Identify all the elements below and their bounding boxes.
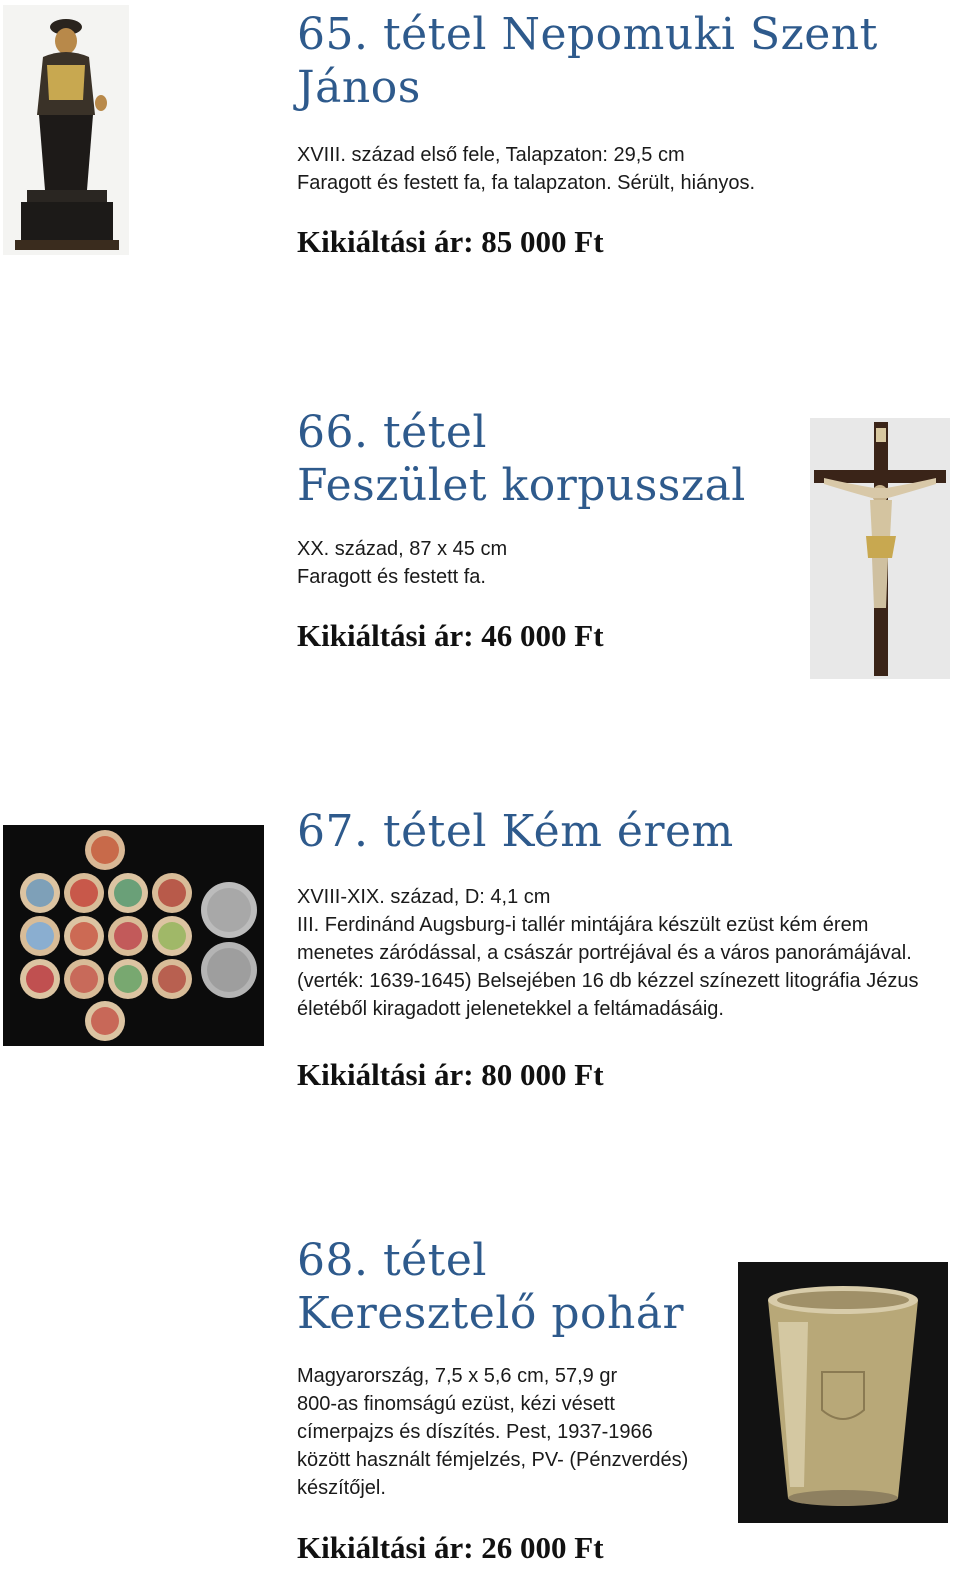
lot-68 [297,1234,688,1566]
description-line: Magyarország, 7,5 x 5,6 cm, 57,9 gr [297,1365,618,1387]
lot-title-line: 67. tétel Kém érem [297,806,734,857]
description-line: XVIII-XIX. század, D: 4,1 cm [297,886,551,908]
description-line: Faragott és festett fa, fa talapzaton. Sérült, hiányos. [297,172,756,194]
description-line: 800-as finomságú ezüst, kézi vésett [297,1393,615,1415]
lot-title [297,1234,688,1340]
starting-price: Kikiáltási ár: 85 000 Ft [297,224,604,259]
description-line: menetes záródással, a császár portréjával és a város panorámájával. [297,942,912,964]
description-line: készítőjel. [297,1477,386,1499]
description-line: címerpajzs és díszítés. Pest, 1937-1966 [297,1421,653,1443]
lot-title-line: 65. tétel Nepomuki Szent [297,9,878,60]
description-line: XVIII. század első fele, Talapzaton: 29,5 cm [297,144,685,166]
crucifix-photo [810,418,950,679]
lot-title-line: 68. tétel [297,1235,487,1286]
lot-title [297,805,918,858]
starting-price: Kikiáltási ár: 46 000 Ft [297,618,604,653]
description-line: III. Ferdinánd Augsburg-i tallér mintájára készült ezüst kém érem [297,914,869,936]
lot-description [297,883,918,1023]
starting-price: Kikiáltási ár: 80 000 Ft [297,1057,604,1092]
starting-price: Kikiáltási ár: 26 000 Ft [297,1530,604,1565]
lot-title-line: Keresztelő pohár [297,1288,685,1339]
lot-title [297,406,746,512]
lot-description [297,141,878,197]
lot-title [297,8,878,114]
statue-photo [3,5,129,255]
spy-medal-photo [3,825,264,1046]
lot-title-line: Feszület korpusszal [297,460,746,511]
lot-67 [297,805,918,1093]
lot-description [297,535,746,591]
description-line: XX. század, 87 x 45 cm [297,538,508,560]
description-line: (verték: 1639-1645) Belsejében 16 db kézzel színezett litográfia Jézus [297,970,919,992]
lot-title-line: 66. tétel [297,407,487,458]
description-line: Faragott és festett fa. [297,566,486,588]
lot-65 [297,8,878,260]
lot-description [297,1362,688,1502]
description-line: életéből kiragadott jelenetekkel a feltámadásáig. [297,998,724,1020]
description-line: között használt fémjelzés, PV- (Pénzverdés) [297,1449,689,1471]
christening-cup-photo [738,1262,948,1523]
lot-66 [297,406,746,654]
lot-title-line: János [297,62,421,113]
